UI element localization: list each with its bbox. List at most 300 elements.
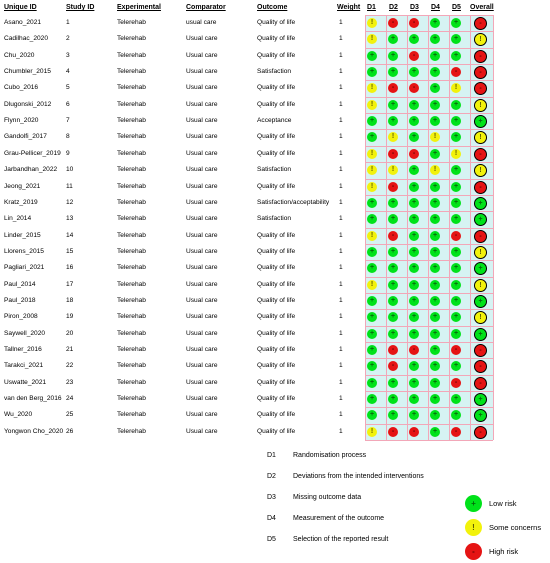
outcome-cell: Quality of life xyxy=(257,329,296,337)
weight-cell: 1 xyxy=(339,198,343,206)
judgement-d1-low: + xyxy=(367,296,377,306)
comparator-cell: Usual care xyxy=(186,215,218,223)
experimental-cell: Telerehab xyxy=(117,231,146,239)
judgement-d1-some: ! xyxy=(367,100,377,110)
study-id-cell: 3 xyxy=(66,51,70,59)
judgement-d5-high: - xyxy=(451,67,461,77)
overall-judgement-low: + xyxy=(474,328,487,341)
unique-id-cell: Chumbler_2015 xyxy=(4,68,51,76)
overall-judgement-low: + xyxy=(474,213,487,226)
grid-row-line xyxy=(365,440,493,441)
legend-some-icon: ! xyxy=(465,519,482,536)
judgement-d5-high: - xyxy=(451,231,461,241)
overall-judgement-low: + xyxy=(474,295,487,308)
outcome-cell: Quality of life xyxy=(257,182,296,190)
judgement-d5-high: - xyxy=(451,345,461,355)
comparator-cell: Usual care xyxy=(186,117,218,125)
weight-cell: 1 xyxy=(339,215,343,223)
judgement-d3-low: + xyxy=(409,34,419,44)
study-id-cell: 4 xyxy=(66,68,70,76)
overall-judgement-low: + xyxy=(474,262,487,275)
unique-id-cell: Linder_2015 xyxy=(4,231,41,239)
outcome-cell: Acceptance xyxy=(257,117,292,125)
outcome-cell: Quality of life xyxy=(257,264,296,272)
table-row xyxy=(0,260,550,276)
experimental-cell: Telerehab xyxy=(117,182,146,190)
table-row xyxy=(0,309,550,325)
judgement-d3-high: - xyxy=(409,427,419,437)
comparator-cell: Usual care xyxy=(186,149,218,157)
judgement-d2-low: + xyxy=(388,198,398,208)
unique-id-cell: Lin_2014 xyxy=(4,215,32,223)
judgement-d4-low: + xyxy=(430,263,440,273)
judgement-d4-low: + xyxy=(430,149,440,159)
unique-id-cell: Chu_2020 xyxy=(4,51,35,59)
study-id-cell: 15 xyxy=(66,247,74,255)
study-id-cell: 23 xyxy=(66,378,74,386)
domain-code: D3 xyxy=(267,494,276,501)
judgement-d2-high: - xyxy=(388,345,398,355)
study-id-cell: 2 xyxy=(66,35,70,43)
judgement-d2-low: + xyxy=(388,100,398,110)
judgement-d4-low: + xyxy=(430,182,440,192)
judgement-d3-low: + xyxy=(409,247,419,257)
study-id-cell: 5 xyxy=(66,84,70,92)
judgement-d4-low: + xyxy=(430,18,440,28)
comparator-cell: Usual care xyxy=(186,395,218,403)
judgement-d2-low: + xyxy=(388,280,398,290)
comparator-cell: Usual care xyxy=(186,378,218,386)
domain-description: Missing outcome data xyxy=(293,494,362,501)
outcome-cell: Quality of life xyxy=(257,296,296,304)
comparator-cell: Usual care xyxy=(186,362,218,370)
outcome-cell: Quality of life xyxy=(257,313,296,321)
experimental-cell: Telerehab xyxy=(117,68,146,76)
experimental-cell: Telerehab xyxy=(117,411,146,419)
judgement-d3-low: + xyxy=(409,361,419,371)
judgement-d2-low: + xyxy=(388,34,398,44)
judgement-d5-low: + xyxy=(451,296,461,306)
comparator-cell: Usual care xyxy=(186,198,218,206)
judgement-d1-low: + xyxy=(367,214,377,224)
judgement-d2-high: - xyxy=(388,83,398,93)
judgement-d1-some: ! xyxy=(367,83,377,93)
judgement-d2-low: + xyxy=(388,312,398,322)
judgement-d4-low: + xyxy=(430,378,440,388)
table-row xyxy=(0,424,550,440)
judgement-d4-low: + xyxy=(430,345,440,355)
judgement-d4-low: + xyxy=(430,361,440,371)
judgement-d3-low: + xyxy=(409,378,419,388)
table-row xyxy=(0,146,550,162)
experimental-cell: Telerehab xyxy=(117,378,146,386)
judgement-d4-low: + xyxy=(430,280,440,290)
judgement-d5-low: + xyxy=(451,280,461,290)
unique-id-cell: Cubo_2016 xyxy=(4,84,39,92)
study-id-cell: 6 xyxy=(66,100,70,108)
table-row xyxy=(0,375,550,391)
table-row xyxy=(0,64,550,80)
study-id-cell: 9 xyxy=(66,149,70,157)
judgement-d4-low: + xyxy=(430,247,440,257)
table-row xyxy=(0,326,550,342)
unique-id-cell: van den Berg_2016 xyxy=(4,395,62,403)
experimental-cell: Telerehab xyxy=(117,329,146,337)
study-id-cell: 16 xyxy=(66,264,74,272)
judgement-d1-low: + xyxy=(367,361,377,371)
judgement-d3-high: - xyxy=(409,51,419,61)
unique-id-cell: Yongwon Cho_2020 xyxy=(4,427,64,435)
judgement-d1-some: ! xyxy=(367,231,377,241)
header-experimental: Experimental xyxy=(117,4,161,11)
comparator-cell: Usual care xyxy=(186,313,218,321)
unique-id-cell: Llorens_2015 xyxy=(4,247,44,255)
judgement-d3-low: + xyxy=(409,280,419,290)
judgement-d4-some: ! xyxy=(430,165,440,175)
outcome-cell: Satisfaction xyxy=(257,215,292,223)
unique-id-cell: Wu_2020 xyxy=(4,411,33,419)
experimental-cell: Telerehab xyxy=(117,149,146,157)
judgement-d5-low: + xyxy=(451,34,461,44)
judgement-d5-low: + xyxy=(451,263,461,273)
comparator-cell: Usual care xyxy=(186,296,218,304)
judgement-d4-some: ! xyxy=(430,132,440,142)
judgement-d5-low: + xyxy=(451,247,461,257)
experimental-cell: Telerehab xyxy=(117,51,146,59)
header-comparator: Comparator xyxy=(186,4,226,11)
judgement-d2-low: + xyxy=(388,116,398,126)
table-row xyxy=(0,113,550,129)
unique-id-cell: Tarakci_2021 xyxy=(4,362,44,370)
judgement-d2-high: - xyxy=(388,149,398,159)
judgement-d2-high: - xyxy=(388,361,398,371)
header-d3: D3 xyxy=(410,4,419,11)
judgement-d2-low: + xyxy=(388,296,398,306)
weight-cell: 1 xyxy=(339,51,343,59)
header-unique-id: Unique ID xyxy=(4,4,37,11)
overall-judgement-high: - xyxy=(474,377,487,390)
judgement-d2-some: ! xyxy=(388,165,398,175)
judgement-d3-low: + xyxy=(409,410,419,420)
experimental-cell: Telerehab xyxy=(117,427,146,435)
judgement-d5-low: + xyxy=(451,51,461,61)
table-row xyxy=(0,211,550,227)
experimental-cell: Telerehab xyxy=(117,166,146,174)
experimental-cell: Telerehab xyxy=(117,280,146,288)
judgement-d1-low: + xyxy=(367,312,377,322)
judgement-d4-low: + xyxy=(430,312,440,322)
outcome-cell: Quality of life xyxy=(257,247,296,255)
judgement-d5-low: + xyxy=(451,394,461,404)
judgement-d1-low: + xyxy=(367,67,377,77)
header-overall: Overall xyxy=(470,4,494,11)
overall-judgement-high: - xyxy=(474,344,487,357)
overall-judgement-high: - xyxy=(474,82,487,95)
judgement-d3-low: + xyxy=(409,116,419,126)
table-row xyxy=(0,129,550,145)
weight-cell: 1 xyxy=(339,149,343,157)
overall-judgement-high: - xyxy=(474,148,487,161)
judgement-d4-low: + xyxy=(430,410,440,420)
judgement-d5-some: ! xyxy=(451,149,461,159)
judgement-d3-high: - xyxy=(409,83,419,93)
judgement-d5-low: + xyxy=(451,116,461,126)
overall-judgement-some: ! xyxy=(474,311,487,324)
legend-high-label: High risk xyxy=(489,547,519,556)
overall-judgement-high: - xyxy=(474,230,487,243)
weight-cell: 1 xyxy=(339,378,343,386)
judgement-d2-low: + xyxy=(388,247,398,257)
table-row xyxy=(0,277,550,293)
experimental-cell: Telerehab xyxy=(117,264,146,272)
table-row xyxy=(0,407,550,423)
outcome-cell: Quality of life xyxy=(257,427,296,435)
experimental-cell: Telerehab xyxy=(117,296,146,304)
experimental-cell: Telerehab xyxy=(117,19,146,26)
overall-judgement-high: - xyxy=(474,17,487,30)
judgement-d3-low: + xyxy=(409,198,419,208)
unique-id-cell: Asano_2021 xyxy=(4,19,42,26)
header-d5: D5 xyxy=(452,4,461,11)
unique-id-cell: Tallner_2016 xyxy=(4,346,42,353)
overall-judgement-high: - xyxy=(474,66,487,79)
study-id-cell: 12 xyxy=(66,198,74,206)
outcome-cell: Quality of life xyxy=(257,362,296,370)
header-d4: D4 xyxy=(431,4,440,11)
judgement-d3-low: + xyxy=(409,100,419,110)
judgement-d4-low: + xyxy=(430,214,440,224)
legend-some-label: Some concerns xyxy=(489,523,542,532)
weight-cell: 1 xyxy=(339,395,343,403)
comparator-cell: Usual care xyxy=(186,280,218,288)
judgement-d2-low: + xyxy=(388,378,398,388)
table-row xyxy=(0,80,550,96)
overall-judgement-high: - xyxy=(474,426,487,439)
header-study-id: Study ID xyxy=(66,4,95,11)
experimental-cell: Telerehab xyxy=(117,117,146,125)
overall-judgement-some: ! xyxy=(474,33,487,46)
judgement-d4-low: + xyxy=(430,34,440,44)
judgement-d2-low: + xyxy=(388,214,398,224)
judgement-d4-low: + xyxy=(430,83,440,93)
judgement-d1-some: ! xyxy=(367,280,377,290)
judgement-d5-low: + xyxy=(451,165,461,175)
judgement-d5-low: + xyxy=(451,132,461,142)
outcome-cell: Quality of life xyxy=(257,84,296,92)
weight-cell: 1 xyxy=(339,411,343,419)
table-row xyxy=(0,31,550,47)
comparator-cell: Usual care xyxy=(186,100,218,108)
experimental-cell: Telerehab xyxy=(117,247,146,255)
outcome-cell: Quality of life xyxy=(257,411,296,419)
outcome-cell: Quality of life xyxy=(257,395,296,403)
study-id-cell: 26 xyxy=(66,427,74,435)
outcome-cell: Quality of life xyxy=(257,35,296,43)
table-row xyxy=(0,293,550,309)
unique-id-cell: Dlugonski_2012 xyxy=(4,100,52,108)
study-id-cell: 10 xyxy=(66,166,74,174)
judgement-d1-low: + xyxy=(367,378,377,388)
unique-id-cell: Piron_2008 xyxy=(4,313,38,321)
judgement-d3-low: + xyxy=(409,165,419,175)
study-id-cell: 11 xyxy=(66,182,73,190)
comparator-cell: Usual care xyxy=(186,84,218,92)
weight-cell: 1 xyxy=(339,84,343,92)
outcome-cell: Satisfaction xyxy=(257,68,292,76)
unique-id-cell: Paul_2014 xyxy=(4,280,36,288)
judgement-d3-low: + xyxy=(409,182,419,192)
judgement-d5-low: + xyxy=(451,410,461,420)
judgement-d1-low: + xyxy=(367,329,377,339)
weight-cell: 1 xyxy=(339,35,343,43)
table-row xyxy=(0,391,550,407)
overall-judgement-low: + xyxy=(474,115,487,128)
judgement-d5-high: - xyxy=(451,427,461,437)
comparator-cell: usual care xyxy=(186,19,217,26)
overall-judgement-low: + xyxy=(474,409,487,422)
comparator-cell: Usual care xyxy=(186,427,218,435)
judgement-d1-low: + xyxy=(367,51,377,61)
unique-id-cell: Grau-Pellicer_2019 xyxy=(4,149,61,157)
judgement-d3-low: + xyxy=(409,394,419,404)
judgement-d5-high: - xyxy=(451,378,461,388)
study-id-cell: 20 xyxy=(66,329,74,337)
weight-cell: 1 xyxy=(339,231,343,239)
overall-judgement-low: + xyxy=(474,393,487,406)
table-row xyxy=(0,162,550,178)
overall-judgement-some: ! xyxy=(474,164,487,177)
judgement-d3-high: - xyxy=(409,18,419,28)
judgement-d1-low: + xyxy=(367,394,377,404)
weight-cell: 1 xyxy=(339,19,343,26)
unique-id-cell: Gandolfi_2017 xyxy=(4,133,47,141)
judgement-d1-some: ! xyxy=(367,18,377,28)
judgement-d3-high: - xyxy=(409,345,419,355)
judgement-d2-high: - xyxy=(388,18,398,28)
outcome-cell: Quality of life xyxy=(257,19,296,26)
judgement-d4-low: + xyxy=(430,116,440,126)
legend-low-icon: + xyxy=(465,495,482,512)
judgement-d4-low: + xyxy=(430,329,440,339)
overall-judgement-some: ! xyxy=(474,99,487,112)
comparator-cell: Usual care xyxy=(186,133,218,141)
study-id-cell: 14 xyxy=(66,231,74,239)
unique-id-cell: Paul_2018 xyxy=(4,296,36,304)
outcome-cell: Quality of life xyxy=(257,378,296,386)
comparator-cell: Usual care xyxy=(186,264,218,272)
study-id-cell: 21 xyxy=(66,346,74,353)
judgement-d5-low: + xyxy=(451,100,461,110)
outcome-cell: Quality of life xyxy=(257,51,296,59)
overall-judgement-high: - xyxy=(474,181,487,194)
legend-low-label: Low risk xyxy=(489,499,517,508)
judgement-d5-low: + xyxy=(451,361,461,371)
header-outcome: Outcome xyxy=(257,4,288,11)
study-id-cell: 24 xyxy=(66,395,74,403)
judgement-d3-low: + xyxy=(409,67,419,77)
judgement-d1-low: + xyxy=(367,132,377,142)
study-id-cell: 7 xyxy=(66,117,70,125)
judgement-d3-low: + xyxy=(409,214,419,224)
judgement-d3-low: + xyxy=(409,329,419,339)
outcome-cell: Quality of life xyxy=(257,346,296,353)
comparator-cell: Usual care xyxy=(186,411,218,419)
table-row xyxy=(0,358,550,374)
weight-cell: 1 xyxy=(339,182,343,190)
experimental-cell: Telerehab xyxy=(117,198,146,206)
overall-judgement-high: - xyxy=(474,50,487,63)
table-row xyxy=(0,244,550,260)
judgement-d3-low: + xyxy=(409,312,419,322)
domain-code: D5 xyxy=(267,536,276,543)
unique-id-cell: Pagliari_2021 xyxy=(4,264,45,272)
judgement-d2-low: + xyxy=(388,51,398,61)
judgement-d5-low: + xyxy=(451,214,461,224)
study-id-cell: 22 xyxy=(66,362,74,370)
experimental-cell: Telerehab xyxy=(117,215,146,223)
judgement-d2-low: + xyxy=(388,329,398,339)
weight-cell: 1 xyxy=(339,264,343,272)
judgement-d2-high: - xyxy=(388,182,398,192)
weight-cell: 1 xyxy=(339,68,343,76)
domain-description: Measurement of the outcome xyxy=(293,515,385,522)
overall-judgement-low: + xyxy=(474,197,487,210)
judgement-d1-low: + xyxy=(367,345,377,355)
unique-id-cell: Cadilhac_2020 xyxy=(4,35,48,43)
judgement-d1-low: + xyxy=(367,263,377,273)
comparator-cell: Usual care xyxy=(186,247,218,255)
unique-id-cell: Flynn_2020 xyxy=(4,117,39,125)
domain-code: D1 xyxy=(267,452,276,459)
unique-id-cell: Jarbandhan_2022 xyxy=(4,166,58,174)
weight-cell: 1 xyxy=(339,247,343,255)
experimental-cell: Telerehab xyxy=(117,133,146,141)
judgement-d1-low: + xyxy=(367,116,377,126)
weight-cell: 1 xyxy=(339,280,343,288)
domain-code: D2 xyxy=(267,473,276,480)
outcome-cell: Satisfaction/acceptability xyxy=(257,198,330,206)
outcome-cell: Quality of life xyxy=(257,100,296,108)
judgement-d3-low: + xyxy=(409,263,419,273)
judgement-d5-some: ! xyxy=(451,83,461,93)
judgement-d3-high: - xyxy=(409,149,419,159)
experimental-cell: Telerehab xyxy=(117,35,146,43)
experimental-cell: Telerehab xyxy=(117,100,146,108)
domain-description: Randomisation process xyxy=(293,452,367,459)
overall-judgement-some: ! xyxy=(474,279,487,292)
unique-id-cell: Uswatte_2021 xyxy=(4,378,47,386)
judgement-d1-some: ! xyxy=(367,149,377,159)
domain-description: Deviations from the intended interventions xyxy=(293,473,424,480)
study-id-cell: 1 xyxy=(66,19,70,26)
weight-cell: 1 xyxy=(339,166,343,174)
weight-cell: 1 xyxy=(339,117,343,125)
overall-judgement-some: ! xyxy=(474,246,487,259)
comparator-cell: Usual care xyxy=(186,231,218,239)
table-row xyxy=(0,195,550,211)
outcome-cell: Quality of life xyxy=(257,231,296,239)
header-d1: D1 xyxy=(367,4,376,11)
judgement-d5-low: + xyxy=(451,198,461,208)
comparator-cell: Usual care xyxy=(186,51,218,59)
table-row xyxy=(0,179,550,195)
comparator-cell: Usual care xyxy=(186,329,218,337)
judgement-d1-some: ! xyxy=(367,182,377,192)
domain-description: Selection of the reported result xyxy=(293,536,389,543)
study-id-cell: 8 xyxy=(66,133,70,141)
judgement-d1-low: + xyxy=(367,410,377,420)
judgement-d1-some: ! xyxy=(367,427,377,437)
